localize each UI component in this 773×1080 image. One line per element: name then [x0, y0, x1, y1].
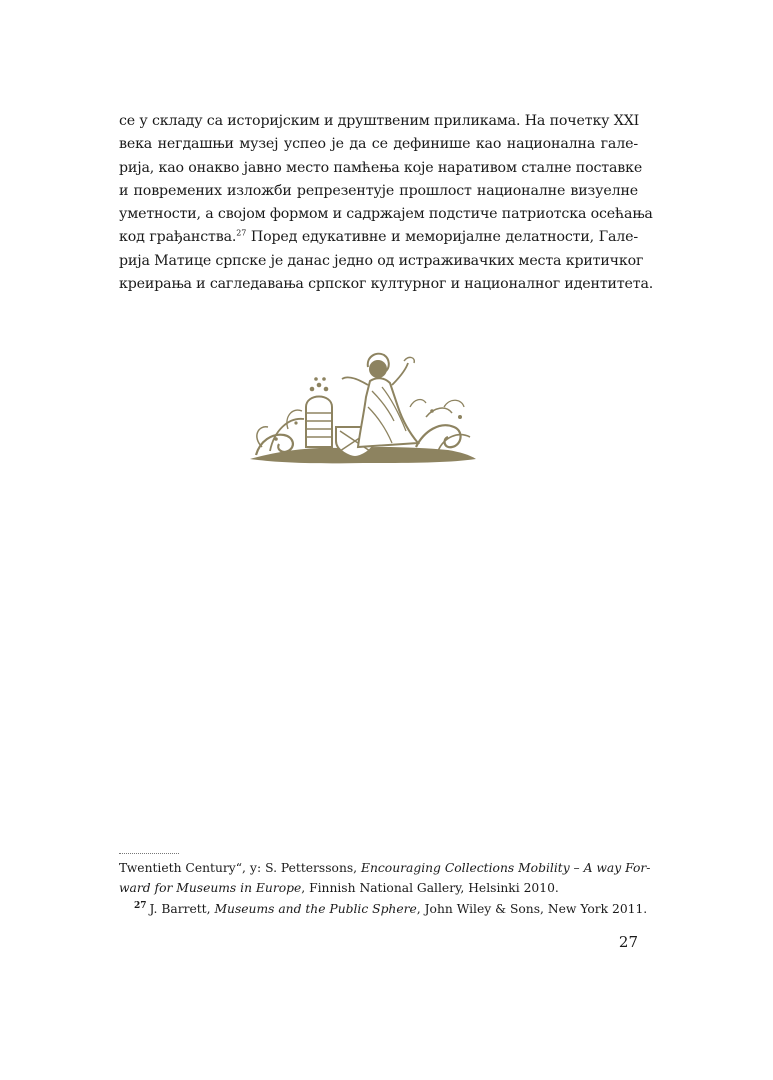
footnote-27: [119, 900, 648, 920]
footnote-continued-line: [119, 879, 638, 899]
footnote-title: ward for Museums in Europe: [119, 880, 302, 895]
text-line: уметности, а својом формом и садржајем подстиче патриотска осећања: [119, 206, 653, 223]
text-line: рија, као онакво јавно место памћења које наративом сталне поставке: [119, 159, 643, 176]
text-line-with-footnote: [119, 226, 638, 249]
footnotes: [119, 859, 651, 920]
footnote-title: Encouraging Collections Mobility – A way For-: [361, 861, 651, 875]
footnote-text: , John Wiley & Sons, New York 2011.: [416, 902, 648, 916]
text-fragment: код грађанства.: [119, 229, 237, 246]
text-line: се у складу са историјским и друштвеним приликама. На почетку XXI: [119, 113, 640, 129]
footnote-text: Twentieth Century“, у: S. Petterssons,: [119, 861, 362, 875]
text-fragment: Поред едукативне и меморијалне делатности, Гале-: [246, 229, 639, 246]
footnote-separator: [119, 853, 179, 854]
footnote-reference: 27: [236, 228, 247, 238]
footnote-title: Museums and the Public Sphere: [214, 902, 417, 916]
text-line: века негдашњи музеј успео је да се дефинише као национална гале-: [119, 136, 638, 153]
footnote-continued-line: [119, 859, 651, 879]
ornamental-vignette: [248, 347, 478, 469]
footnote-author: J. Barrett,: [149, 902, 215, 916]
text-line: и повремених изложби репрезентује прошлост националне визуелне: [119, 182, 638, 199]
footnote-number: 27: [134, 900, 147, 911]
footnote-text: , Finnish National Gallery, Helsinki 2010.: [301, 880, 559, 895]
text-line: рија Матице српске је данас једно од истраживачких места критичког: [119, 252, 644, 269]
body-paragraph: [119, 110, 654, 296]
page-number: 27: [618, 933, 638, 951]
text-line: креирања и сагледавања српског културног и националног идентитета.: [119, 276, 654, 293]
